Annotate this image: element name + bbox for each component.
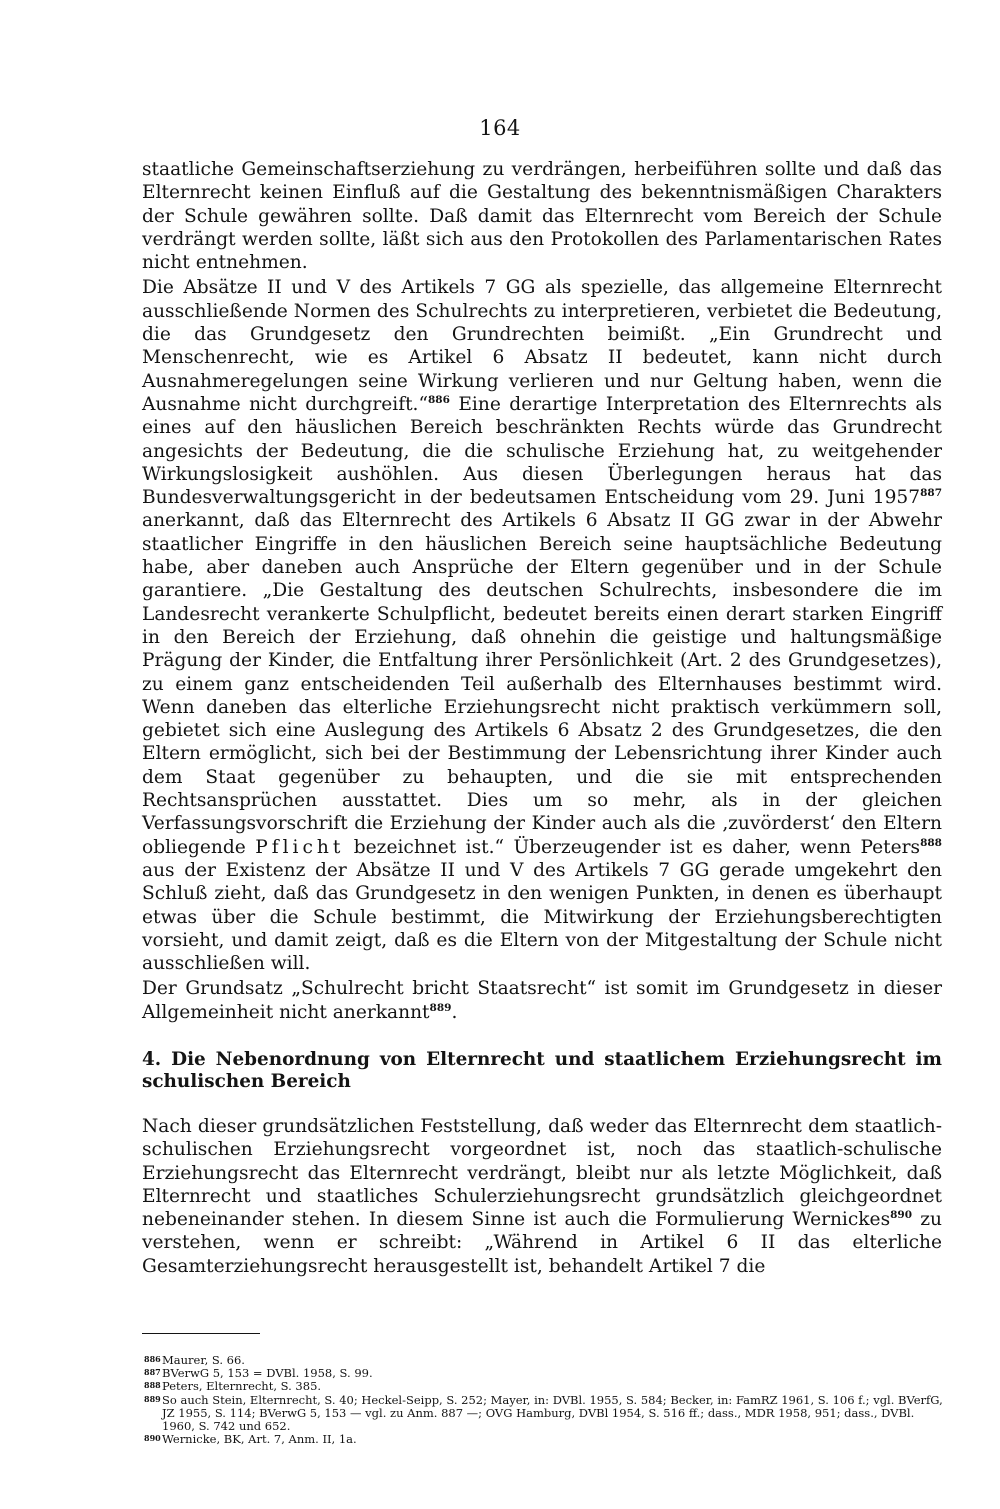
paragraph-1 bbox=[142, 158, 942, 274]
footnote-number: 888 bbox=[144, 1380, 161, 1391]
text-run: Nach dieser grundsätzlichen Feststellung, daß weder das Elternrecht dem staatlich-schulischen Erziehungsrecht vorgeordnet ist, noch das staatlich-schulische Erziehungsrecht das Elternrecht verdrängt, bleibt nur als letzte Möglichkeit, daß Elternrecht und staatliches Schulerziehungsrecht grundsätzlich gleichgeordnet nebeneinander stehen. In diesem Sinne ist auch die Formulierung Wernickes bbox=[142, 1115, 942, 1231]
text-run: staatliche Gemeinschaftserziehung zu verdrängen, herbeiführen sollte und daß das Elternrecht keinen Einfluß auf die Gestaltung des bekenntnismäßigen Charakters der Schule gewähren sollte. Daß damit das Elternrecht vom Bereich der Schule verdrängt werden sollte, läßt sich aus den Protokollen des Parlamentarischen Rates nicht entnehmen. bbox=[142, 159, 942, 274]
footnotes bbox=[144, 1354, 944, 1446]
footnote-890 bbox=[144, 1433, 944, 1446]
text-run: Der Grundsatz „Schulrecht bricht Staatsrecht“ ist somit im Grundgesetz in dieser Allgemeinheit nicht anerkannt bbox=[142, 978, 942, 1023]
footnote-text: Peters, Elternrecht, S. 385. bbox=[162, 1379, 322, 1394]
footnote-ref-888: 888 bbox=[920, 836, 942, 849]
footnote-text: BVerwG 5, 153 = DVBl. 1958, S. 99. bbox=[162, 1366, 373, 1381]
body-text bbox=[142, 158, 942, 1278]
text-run: bezeichnet ist.“ Überzeugender ist es daher, wenn Peters bbox=[353, 836, 921, 858]
paragraph-2 bbox=[142, 276, 942, 975]
footnote-ref-886: 886 bbox=[427, 393, 450, 406]
page-number: 164 bbox=[479, 116, 521, 140]
footnote-ref-887: 887 bbox=[920, 487, 942, 500]
footnote-889 bbox=[144, 1394, 944, 1434]
text-run: . bbox=[451, 1001, 458, 1023]
footnote-number: 890 bbox=[144, 1433, 161, 1444]
footnote-ref-889: 889 bbox=[429, 1001, 452, 1014]
footnote-888 bbox=[144, 1380, 944, 1393]
footnote-divider bbox=[142, 1333, 260, 1334]
text-run: Die Absätze II und V des Artikels 7 GG als spezielle, das allgemeine Elternrecht ausschließende Normen des Schulrechts zu interpretieren, verbietet die Bedeutung, die das Grundgesetz den Grundrechten beimißt. „Ein Grundrecht und Menschenrecht, wie es Artikel 6 Absatz II bedeutet, kann nicht durch Ausnahmeregelungen seine Wirkung verlieren und nur Geltung haben, wenn die Ausnahme nicht durchgreift.“ bbox=[142, 277, 942, 415]
section-heading: 4. Die Nebenordnung von Elternrecht und staatlichem Erziehungsrecht im schulischen Bereich bbox=[142, 1048, 942, 1092]
footnote-number: 886 bbox=[144, 1354, 161, 1364]
footnote-number: 889 bbox=[144, 1393, 161, 1404]
text-run: zu verstehen, wenn er schreibt: „Während in Artikel 6 II das elterliche Gesamterziehungsrecht herausgestellt ist, behandelt Artikel 7 die bbox=[142, 1209, 942, 1277]
footnote-ref-890: 890 bbox=[890, 1209, 913, 1222]
footnote-number: 887 bbox=[144, 1367, 161, 1378]
footnote-text: Maurer, S. 66. bbox=[162, 1353, 245, 1367]
text-run: aus der Existenz der Absätze II und V des Artikels 7 GG gerade umgekehrt den Schluß zieht, daß das Grundgesetz in den wenigen Punkten, in denen es überhaupt etwas über die Schule bestimmt, die Mitwirkung der Erziehungsberechtigten vorsieht, und damit zeigt, daß es die Eltern von der Mitgestaltung der Schule nicht ausschließen will. bbox=[142, 859, 942, 975]
emphasized-word: Pflicht bbox=[255, 836, 345, 858]
footnote-text: So auch Stein, Elternrecht, S. 40; Heckel-Seipp, S. 252; Mayer, in: DVBl. 1955, S. 584; Becker, in: FamRZ 1961, S. 106 f.; vgl. BVerfG, JZ 1955, S. 114; BVerwG 5, 153 — vgl. zu Anm. 887 —; OVG Hamburg, DVBl 1954, S. 516 ff.; dass., MDR 1958, 951; dass., DVBl. 1960, S. 742 und 652. bbox=[162, 1392, 943, 1434]
text-run: anerkannt, daß das Elternrecht des Artikels 6 Absatz II GG zwar in der Abwehr staatlicher Eingriffe in den häuslichen Bereich seine hauptsächliche Bedeutung habe, aber daneben auch Ansprüche der Eltern gegenüber und in der Schule garantiere. „Die Gestaltung des deutschen Schulrechts, insbesondere die im Landesrecht verankerte Schulpflicht, bedeutet bereits einen derart starken Eingriff in den Bereich der Erziehung, daß ohnehin die geistige und haltungsmäßige Prägung der Kinder, die Entfaltung ihrer Persönlichkeit (Art. 2 des Grundgesetzes), zu einem ganz entscheidenden Teil außerhalb des Elternhauses bestimmt wird. Wenn daneben das elterliche Erziehungsrecht nicht praktisch verkümmern soll, gebietet sich eine Auslegung des Artikels 6 Absatz 2 des Grundgesetzes, die den Eltern ermöglicht, sich bei der Bestimmung der Lebensrichtung ihrer Kinder auch dem Staat gegenüber zu behaupten, und die sie mit entsprechenden Rechtsansprüchen ausstattet. Dies um so mehr, als in der gleichen Verfassungsvorschrift die Erziehung der Kinder auch als die ‚zuvörderst‘ den Eltern obliegende bbox=[142, 510, 942, 858]
footnote-text: Wernicke, BK, Art. 7, Anm. II, 1a. bbox=[162, 1432, 357, 1447]
paragraph-4 bbox=[142, 1115, 942, 1278]
paragraph-3 bbox=[142, 977, 942, 1024]
text-run: Eine derartige Interpretation des Elternrechts als eines auf den häuslichen Bereich beschränkten Rechts würde das Grundrecht angesichts der Bedeutung, die die schulische Erziehung hat, zu weitgehender Wirkungslosigkeit aushöhlen. Aus diesen Überlegungen heraus hat das Bundesverwaltungsgericht in der bedeutsamen Entscheidung vom 29. Juni 1957 bbox=[142, 393, 942, 509]
